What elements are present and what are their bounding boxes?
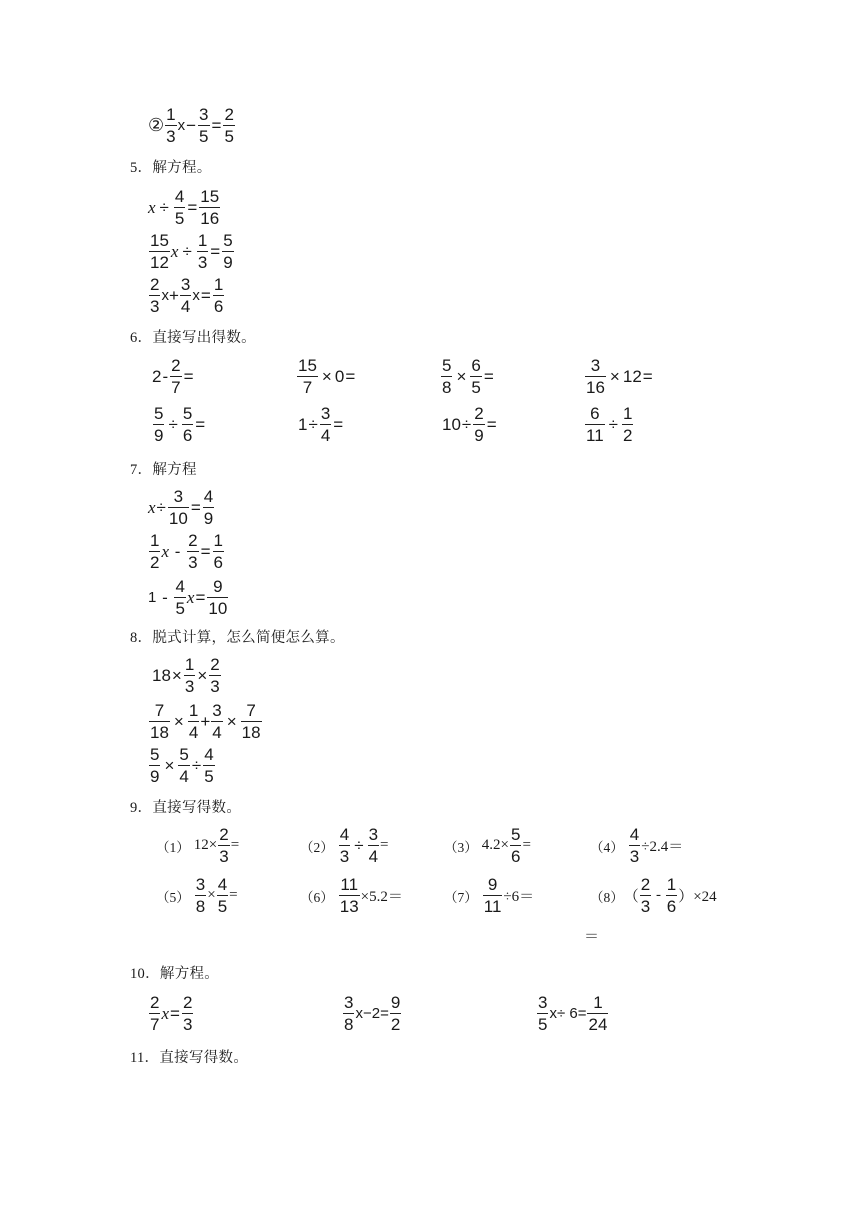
calc-q9-2: （2） $\frac{4}{3}$ ÷ $\frac{3}{4}$ = <box>300 825 389 866</box>
fraction: $\frac{9}{2}$ <box>390 993 401 1034</box>
fraction: $\frac{2}{3}$ <box>210 655 220 696</box>
fraction: $\frac{7}{18}$ <box>150 701 169 742</box>
question-5-heading: 5．解方程。 <box>130 160 212 176</box>
calc-q6-d: $\frac{3}{16}$ × 12 = <box>586 356 653 397</box>
fraction: $\frac{3}{16}$ <box>586 356 605 397</box>
equation-q7-1: x ÷ $\frac{3}{10}$ = $\frac{4}{9}$ <box>148 487 214 528</box>
calc-q8-2: $\frac{7}{18}$ × $\frac{1}{4}$ + $\frac{3}{4}$ × $\frac{7}{18}$ <box>150 701 261 742</box>
calc-q6-g: 10 ÷ $\frac{2}{9}$ = <box>442 404 497 445</box>
fraction: $\frac{7}{18}$ <box>241 701 261 742</box>
fraction: $\frac{1}{24}$ <box>588 993 608 1034</box>
fraction: $\frac{2}{3}$ <box>640 875 651 916</box>
fraction: $\frac{4}{5}$ <box>174 187 185 228</box>
calc-q6-h: $\frac{6}{11}$ ÷ $\frac{1}{2}$ <box>586 404 633 445</box>
fraction: $\frac{1}{3}$ <box>197 231 208 272</box>
fraction: $\frac{3}{5}$ <box>199 105 209 146</box>
circle-number: ② <box>148 115 165 135</box>
fraction: $\frac{6}{11}$ <box>586 404 604 445</box>
fraction: $\frac{2}{3}$ <box>182 993 193 1034</box>
calc-q8-1: 18 × $\frac{1}{3}$ × $\frac{2}{3}$ <box>152 655 220 696</box>
equation-q10-1: $\frac{2}{7}$ x = $\frac{2}{3}$ <box>150 993 193 1034</box>
calc-q8-3: $\frac{5}{9}$ × $\frac{5}{4}$ ÷ $\frac{4}{5}$ <box>150 745 214 786</box>
fraction: $\frac{1}{2}$ <box>623 404 633 445</box>
fraction: $\frac{4}{5}$ <box>217 875 228 916</box>
calc-q9-3: （3） 4.2× $\frac{5}{6}$ = <box>444 825 531 866</box>
calc-q6-b: $\frac{15}{7}$ × 0 = <box>298 356 356 397</box>
fraction: $\frac{1}{4}$ <box>188 701 199 742</box>
fraction: $\frac{15}{12}$ <box>150 231 169 272</box>
calc-q9-7: （7） $\frac{9}{11}$ ÷6＝ <box>444 875 535 916</box>
fraction: $\frac{2}{3}$ <box>150 275 160 316</box>
question-9-heading: 9．直接写得数。 <box>130 800 242 816</box>
question-7-heading: 7．解方程 <box>130 462 197 478</box>
equation-q5-2: $\frac{15}{12}$ x ÷ $\frac{1}{3}$ = $\frac{5}{9}$ <box>150 231 233 272</box>
fraction: $\frac{5}{4}$ <box>179 745 189 786</box>
fraction: $\frac{3}{8}$ <box>344 993 354 1034</box>
calc-q9-6: （6） $\frac{11}{13}$ ×5.2＝ <box>300 875 403 916</box>
calc-q9-5: （5） $\frac{3}{8}$ × $\frac{4}{5}$ = <box>156 875 238 916</box>
fraction: $\frac{2}{3}$ <box>188 531 198 572</box>
fraction: $\frac{5}{8}$ <box>442 356 452 397</box>
fraction: $\frac{3}{8}$ <box>195 875 206 916</box>
equation-q10-2: $\frac{3}{8}$ x −2= $\frac{9}{2}$ <box>344 993 401 1034</box>
fraction: $\frac{1}{2}$ <box>150 531 160 572</box>
fraction: $\frac{5}{6}$ <box>510 825 521 866</box>
fraction: $\frac{3}{4}$ <box>320 404 331 445</box>
calc-q9-4: （4） $\frac{4}{3}$ ÷2.4＝ <box>590 825 684 866</box>
question-10-heading: 10．解方程。 <box>130 966 220 982</box>
calc-q9-1: （1） 12× $\frac{2}{3}$ = <box>156 825 240 866</box>
fraction: $\frac{4}{3}$ <box>629 825 640 866</box>
fraction: $\frac{1}{6}$ <box>213 531 223 572</box>
fraction: $\frac{4}{5}$ <box>175 577 185 618</box>
calc-q9-8-equals: ＝ <box>584 929 600 945</box>
fraction: $\frac{2}{7}$ <box>150 993 160 1034</box>
fraction: $\frac{15}{16}$ <box>200 187 220 228</box>
fraction: $\frac{2}{9}$ <box>474 404 484 445</box>
equation-q5-3: $\frac{2}{3}$ x + $\frac{3}{4}$ x = $\frac{1}{6}$ <box>150 275 224 316</box>
fraction: $\frac{15}{7}$ <box>298 356 317 397</box>
calc-q6-c: $\frac{5}{8}$ × $\frac{6}{5}$ = <box>442 356 494 397</box>
question-8-heading: 8．脱式计算，怎么简便怎么算。 <box>130 630 345 646</box>
fraction: $\frac{2}{3}$ <box>219 825 229 866</box>
fraction: $\frac{1}{6}$ <box>666 875 677 916</box>
fraction: $\frac{4}{9}$ <box>203 487 214 528</box>
equation-q7-2: $\frac{1}{2}$ x - $\frac{2}{3}$ = $\frac{1}{6}$ <box>150 531 223 572</box>
fraction: $\frac{5}{9}$ <box>150 745 160 786</box>
fraction: $\frac{3}{4}$ <box>368 825 379 866</box>
fraction: $\frac{1}{3}$ <box>166 105 176 146</box>
question-6-heading: 6．直接写出得数。 <box>130 330 256 346</box>
fraction: $\frac{5}{6}$ <box>182 404 193 445</box>
fraction: $\frac{4}{3}$ <box>339 825 350 866</box>
fraction: $\frac{9}{11}$ <box>483 875 502 916</box>
fraction: $\frac{1}{3}$ <box>184 655 195 696</box>
fraction: $\frac{1}{6}$ <box>213 275 224 316</box>
fraction: $\frac{3}{4}$ <box>212 701 222 742</box>
fraction: $\frac{2}{7}$ <box>171 356 181 397</box>
fraction: $\frac{3}{4}$ <box>180 275 191 316</box>
fraction: $\frac{9}{10}$ <box>208 577 228 618</box>
fraction: $\frac{3}{5}$ <box>538 993 548 1034</box>
fraction: $\frac{11}{13}$ <box>339 875 359 916</box>
calc-q6-a: 2 - $\frac{2}{7}$ = <box>152 356 194 397</box>
equation-q5-1: x ÷ $\frac{4}{5}$ = $\frac{15}{16}$ <box>148 187 220 228</box>
fraction: $\frac{4}{5}$ <box>204 745 214 786</box>
fraction: $\frac{5}{9}$ <box>154 404 164 445</box>
calc-q6-f: 1 ÷ $\frac{3}{4}$ = <box>298 404 344 445</box>
fraction: $\frac{3}{10}$ <box>168 487 188 528</box>
fraction: $\frac{5}{9}$ <box>223 231 233 272</box>
calc-q6-e: $\frac{5}{9}$ ÷ $\frac{5}{6}$ = <box>154 404 206 445</box>
question-11-heading: 11．直接写得数。 <box>130 1050 249 1066</box>
equation-q10-3: $\frac{3}{5}$ x ÷ 6= $\frac{1}{24}$ <box>538 993 608 1034</box>
calc-q9-8: （8） （ $\frac{2}{3}$ - $\frac{1}{6}$ ）×24 <box>590 875 717 916</box>
equation-q7-3: 1 - $\frac{4}{5}$ x = $\frac{9}{10}$ <box>148 577 228 618</box>
fraction: $\frac{6}{5}$ <box>471 356 481 397</box>
fraction: $\frac{2}{5}$ <box>224 105 234 146</box>
equation-q4-2: ② $\frac{1}{3}$ x − $\frac{3}{5}$ = $\frac{2}{5}$ <box>148 105 234 146</box>
